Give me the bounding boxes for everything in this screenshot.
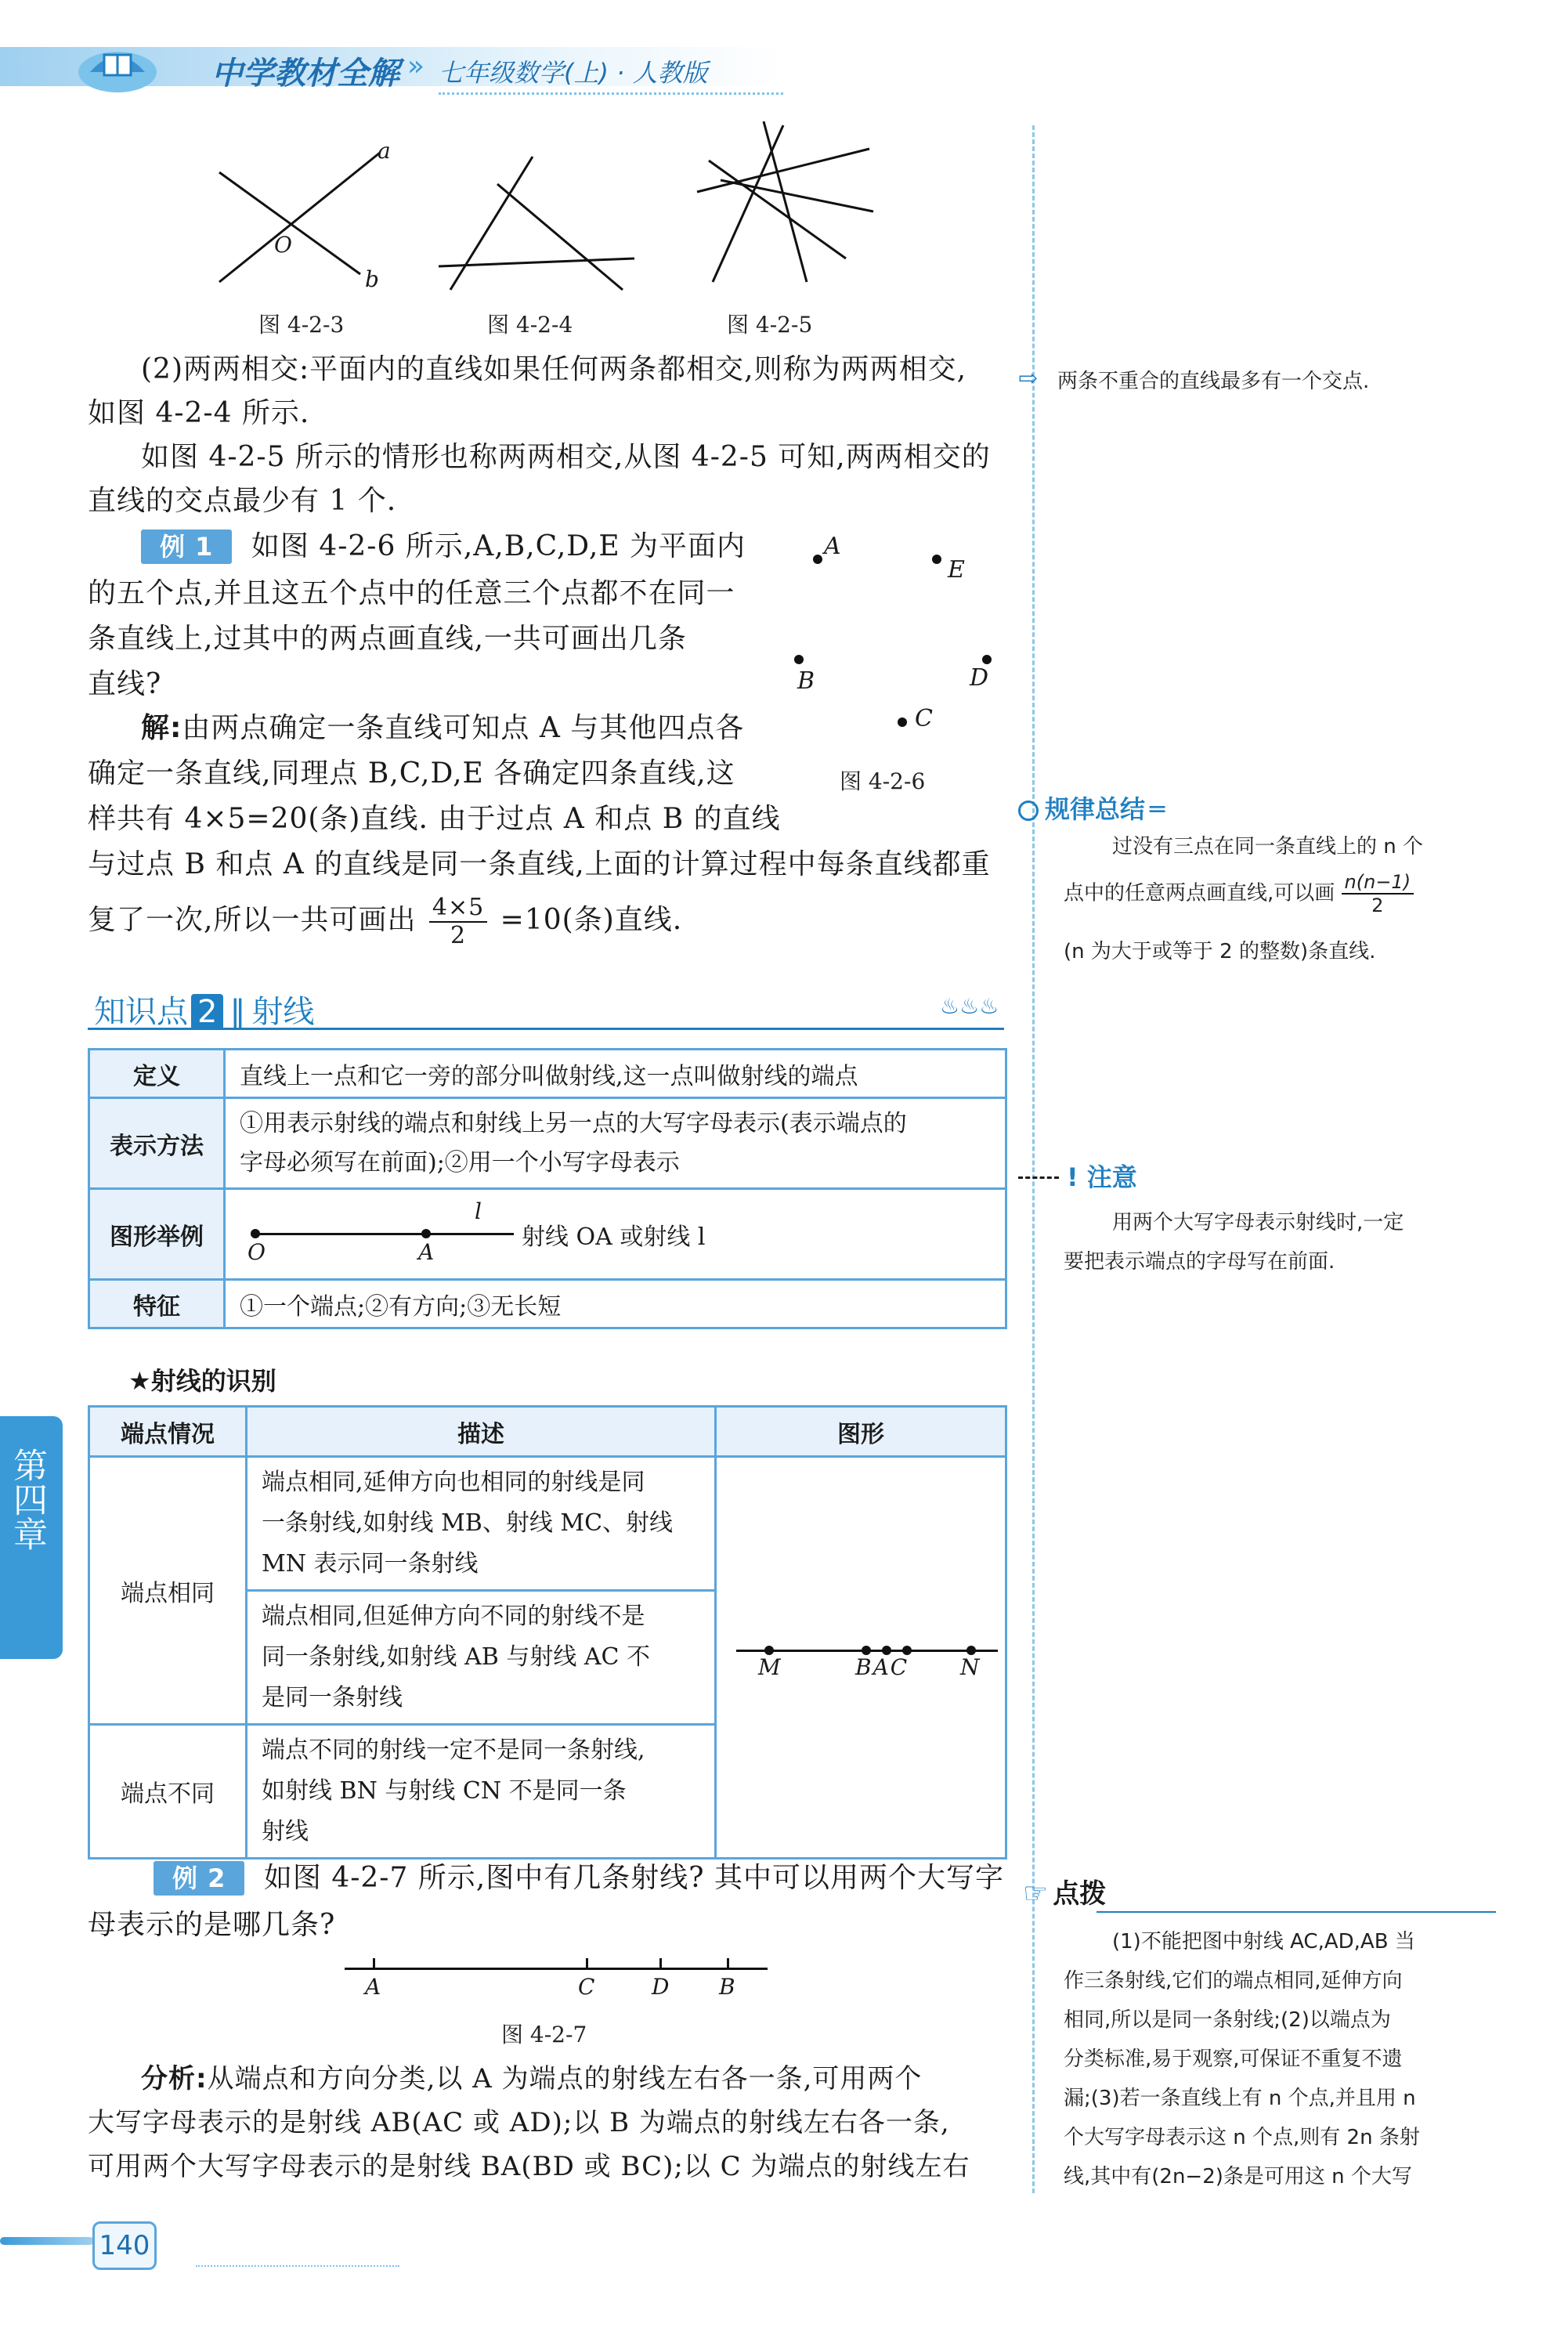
row-key-example: 图形举例 — [89, 1189, 225, 1280]
row-value-notation: ①用表示射线的端点和射线上另一点的大写字母表示(表示端点的 字母必须写在前面);②用一个小写字母表示 — [225, 1098, 1006, 1189]
knowledge-heading-rule — [88, 1028, 1004, 1030]
target-icon — [1018, 801, 1039, 821]
tick-D — [659, 1958, 662, 1969]
example1-line4: 直线? — [88, 668, 162, 700]
fig7-label-B: B — [719, 1974, 735, 2000]
caption-4-2-5: 图 4-2-5 — [727, 312, 813, 338]
example1-text: 如图 4-2-6 所示,A,B,C,D,E 为平面内 — [251, 530, 746, 562]
line-b-o — [219, 172, 360, 274]
rule-line3: (n 为大于或等于 2 的整数)条直线. — [1064, 940, 1376, 963]
row-value-example — [225, 1189, 1006, 1280]
point-D — [982, 655, 992, 664]
rule-line2: 点中的任意两点画直线,可以画 $\frac{n(n-1)}{2}$ — [1064, 871, 1414, 916]
analysis-label: 分析: — [141, 2063, 208, 2094]
tip-line2: 作三条射线,它们的端点相同,延伸方向 — [1064, 1969, 1403, 1993]
line-2 — [450, 157, 533, 290]
knowledge-title: 射线 — [251, 994, 315, 1030]
row-key-features: 特征 — [89, 1280, 225, 1328]
figure-4-2-5 — [681, 117, 885, 290]
solution-line5: 复了一次,所以一共可画出 $\frac{4\times 5}{2}$ =10(条)直线. — [88, 894, 683, 949]
caption-4-2-3: 图 4-2-3 — [258, 312, 345, 338]
example2-chip: 例 2 — [154, 1861, 244, 1896]
fraction-den: 2 — [450, 922, 467, 949]
point-B — [794, 655, 804, 664]
example1-line1 — [141, 522, 746, 572]
caption-4-2-7: 图 4-2-7 — [501, 2022, 587, 2047]
point-A-label: A — [824, 533, 841, 560]
point-A — [813, 555, 822, 564]
ray-figure-label-m: M — [758, 1654, 781, 1680]
ray-line — [255, 1233, 514, 1235]
example2-text: 如图 4-2-7 所示,图中有几条射线? 其中可以用两个大写字 — [263, 1862, 1004, 1894]
label-o: O — [274, 232, 292, 258]
rule-summary-title: 规律总结 ═ — [1018, 790, 1165, 826]
book-subtitle: 七年级数学(上) · 人教版 — [439, 58, 708, 88]
tick-A — [373, 1958, 375, 1969]
attention-title: ! 注意 — [1067, 1162, 1137, 1192]
tip-line1: (1)不能把图中射线 AC,AD,AB 当 — [1112, 1930, 1415, 1953]
knowledge-point-heading: 知识点 2 ‖ 射线 — [94, 994, 315, 1030]
attention-line2: 要把表示端点的字母写在前面. — [1064, 1250, 1335, 1274]
flame-icons: ♨♨♨ — [940, 993, 999, 1019]
para1-line2: 如图 4-2-4 所示. — [88, 397, 310, 429]
point-C-label: C — [915, 705, 933, 732]
solution-line4: 与过点 B 和点 A 的直线是同一条直线,上面的计算过程中每条直线都重 — [88, 848, 991, 880]
fig-4-2-7-line — [345, 1968, 768, 1970]
example2-line1 — [154, 1853, 1004, 1903]
pointing-hand-icon: ☞ — [1023, 1878, 1049, 1910]
ray-caption: 射线 OA 或射线 l — [522, 1223, 706, 1251]
fig7-label-D: D — [652, 1974, 670, 2000]
ray-identification-table — [88, 1405, 1007, 1860]
tip-line7: 线,其中有(2n−2)条是可用这 n 个大写 — [1064, 2165, 1412, 2188]
arrow-icon: ⇨ — [1018, 365, 1039, 392]
row-key-notation: 表示方法 — [89, 1098, 225, 1189]
rule-fraction: $\frac{n(n-1)}{2}$ — [1342, 871, 1414, 916]
ray-id-title: ★射线的识别 — [128, 1366, 276, 1396]
attention-dashes — [1018, 1176, 1059, 1179]
tip-line4: 分类标准,易于观察,可保证不重复不遗 — [1064, 2047, 1403, 2071]
caption-4-2-6: 图 4-2-6 — [840, 768, 926, 794]
tick-C — [586, 1958, 588, 1969]
fraction-num: 4×5 — [429, 895, 487, 923]
cell-desc-2: 端点相同,但延伸方向不同的射线不是 同一条射线,如射线 AB 与射线 AC 不 是同一条射线 — [247, 1591, 716, 1725]
book-title: 中学教材全解 — [211, 56, 399, 92]
example1-line3: 条直线上,过其中的两点画直线,一共可画出几条 — [88, 623, 687, 655]
line-2 — [764, 121, 807, 282]
rule-line1: 过没有三点在同一条直线上的 n 个 — [1112, 835, 1424, 858]
para2-line1: 如图 4-2-5 所示的情形也称两两相交,从图 4-2-5 可知,两两相交的 — [141, 441, 991, 473]
footer-dots — [0, 2237, 94, 2245]
page-number: 140 — [92, 2221, 157, 2270]
ray-label-l: l — [475, 1198, 482, 1224]
example1-line2: 的五个点,并且这五个点中的任意三个点都不在同一 — [88, 577, 735, 609]
line-5 — [721, 180, 873, 211]
tip-line6: 个大写字母表示这 n 个点,则有 2n 条射 — [1064, 2126, 1420, 2149]
cell-desc-3: 端点不同的射线一定不是同一条射线, 如射线 BN 与射线 CN 不是同一条 射线 — [247, 1725, 716, 1859]
analysis-line3: 可用两个大写字母表示的是射线 BA(BD 或 BC);以 C 为端点的射线左右 — [88, 2151, 970, 2182]
cell-desc-1: 端点相同,延伸方向也相同的射线是同 一条射线,如射线 MB、射线 MC、射线 MN 表示同一条射线 — [247, 1457, 716, 1591]
point-B-label: B — [797, 667, 815, 695]
line-3 — [497, 184, 623, 290]
cell-diff-endpoint: 端点不同 — [89, 1725, 247, 1859]
footer-rule — [196, 2265, 399, 2267]
side-note-intersection: 两条不重合的直线最多有一个交点. — [1057, 370, 1370, 393]
fig7-label-A: A — [365, 1974, 381, 2000]
point-E — [932, 555, 941, 564]
label-b: b — [365, 266, 379, 292]
ray-definition-table — [88, 1048, 1007, 1329]
tick-B — [727, 1958, 729, 1969]
fraction — [429, 895, 487, 949]
cell-ray-figure — [716, 1457, 1006, 1859]
row-value-features: ①一个端点;②有方向;③无长短 — [225, 1280, 1006, 1328]
tip-title-rule — [1097, 1911, 1496, 1913]
figure-4-2-4 — [435, 145, 638, 302]
analysis-line1: 分析:从端点和方向分类,以 A 为端点的射线左右各一条,可用两个 — [141, 2063, 923, 2094]
line-1 — [713, 125, 783, 282]
header-endpoint: 端点情况 — [89, 1407, 247, 1457]
tip-title: ☞ 点拨 — [1023, 1878, 1107, 1910]
point-C — [898, 717, 907, 727]
example2-line2: 母表示的是哪几条? — [88, 1909, 336, 1941]
row-value-definition: 直线上一点和它一旁的部分叫做射线,这一点叫做射线的端点 — [225, 1050, 1006, 1098]
ray-label-a: A — [418, 1238, 435, 1265]
solution-line2: 确定一条直线,同理点 B,C,D,E 各确定四条直线,这 — [88, 757, 735, 790]
solution-line1 — [141, 703, 744, 754]
attention-line1: 用两个大写字母表示射线时,一定 — [1112, 1211, 1404, 1234]
para2-line2: 直线的交点最少有 1 个. — [88, 485, 397, 517]
fig7-label-C: C — [578, 1974, 595, 2000]
knowledge-number: 2 — [191, 994, 223, 1030]
tip-line3: 相同,所以是同一条射线;(2)以端点为 — [1064, 2008, 1391, 2032]
ray-figure-label-bac: BAC — [855, 1654, 909, 1680]
solution-label: 解: — [141, 712, 182, 744]
ray-point-a — [421, 1229, 431, 1238]
tip-line5: 漏;(3)若一条直线上有 n 个点,并且用 n — [1064, 2087, 1416, 2110]
solution-line3: 样共有 4×5=20(条)直线. 由于过点 A 和点 B 的直线 — [88, 803, 781, 835]
ray-point-o — [251, 1229, 260, 1238]
row-key-definition: 定义 — [89, 1050, 225, 1098]
cell-same-endpoint: 端点相同 — [89, 1457, 247, 1725]
chapter-tab-text: 第四章 — [7, 1447, 47, 1551]
header-dotted-rule — [439, 92, 783, 95]
point-D-label: D — [970, 664, 989, 692]
analysis-line2: 大写字母表示的是射线 AB(AC 或 AD);以 B 为端点的射线左右各一条, — [88, 2107, 950, 2138]
line-a-o — [219, 153, 380, 282]
ray-figure-label-n: N — [960, 1654, 980, 1680]
header-figure: 图形 — [716, 1407, 1006, 1457]
solution-text: 由两点确定一条直线可知点 A 与其他四点各 — [182, 712, 745, 744]
point-E-label: E — [948, 556, 965, 584]
chevron-icon: » — [407, 50, 425, 82]
header-description: 描述 — [247, 1407, 716, 1457]
example1-chip: 例 1 — [141, 529, 232, 564]
para1-line1: (2)两两相交:平面内的直线如果任何两条都相交,则称为两两相交, — [141, 353, 967, 385]
caption-4-2-4: 图 4-2-4 — [487, 312, 573, 338]
label-a: a — [378, 138, 391, 164]
book-logo — [74, 33, 161, 96]
ray-label-o: O — [247, 1238, 266, 1265]
